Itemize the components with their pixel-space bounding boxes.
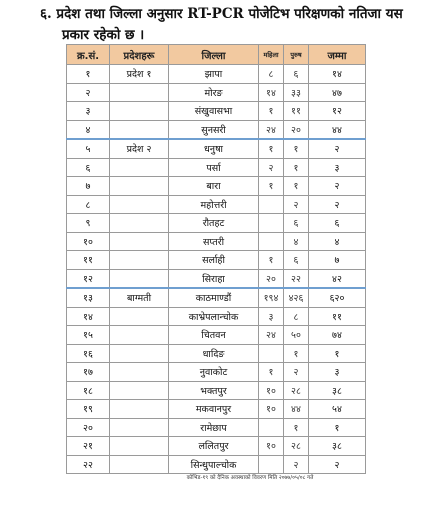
serial-cell: २२ — [67, 455, 110, 474]
table-row — [67, 177, 366, 196]
table-row — [67, 455, 366, 474]
total-cell: १२ — [309, 102, 366, 121]
total-cell: २ — [309, 195, 366, 214]
table-row — [67, 344, 366, 363]
district-cell: सप्तरी — [169, 232, 259, 251]
male-cell: ८ — [284, 307, 309, 326]
table-header-row — [67, 45, 366, 65]
district-cell: सिराहा — [169, 269, 259, 288]
female-cell — [259, 455, 284, 474]
male-cell: २ — [284, 363, 309, 382]
table-row — [67, 288, 366, 307]
table-row — [67, 418, 366, 437]
total-cell: ३ — [309, 158, 366, 177]
table-row — [67, 326, 366, 345]
table-row — [67, 232, 366, 251]
female-cell: १ — [259, 102, 284, 121]
serial-cell: ५ — [67, 139, 110, 158]
table-row — [67, 363, 366, 382]
header-province: प्रदेशहरू — [110, 45, 169, 65]
province-cell — [110, 177, 169, 196]
male-cell: २ — [284, 195, 309, 214]
table-row — [67, 437, 366, 456]
serial-cell: १७ — [67, 363, 110, 382]
total-cell: ७ — [309, 251, 366, 270]
total-cell: १ — [309, 418, 366, 437]
male-cell: ४ — [284, 232, 309, 251]
district-cell: रौतहट — [169, 214, 259, 233]
female-cell: १० — [259, 400, 284, 419]
serial-cell: १६ — [67, 344, 110, 363]
total-cell: ६ — [309, 214, 366, 233]
serial-cell: १५ — [67, 326, 110, 345]
male-cell: ६ — [284, 251, 309, 270]
serial-cell: १२ — [67, 269, 110, 288]
male-cell: ११ — [284, 102, 309, 121]
district-cell: काभ्रेपलान्चोक — [169, 307, 259, 326]
male-cell: १ — [284, 418, 309, 437]
female-cell: १९४ — [259, 288, 284, 307]
female-cell: १ — [259, 139, 284, 158]
district-cell: मोरङ — [169, 83, 259, 102]
province-cell: प्रदेश १ — [110, 65, 169, 84]
serial-cell: ४ — [67, 120, 110, 139]
heading-line-1: ६. प्रदेश तथा जिल्ला अनुसार RT-PCR पोजेटिभ परिक्षणको नतिजा यस — [40, 6, 403, 22]
table-row — [67, 381, 366, 400]
province-cell — [110, 307, 169, 326]
serial-cell: १३ — [67, 288, 110, 307]
district-cell: चितवन — [169, 326, 259, 345]
district-cell: मकवानपुर — [169, 400, 259, 419]
female-cell: १ — [259, 177, 284, 196]
serial-cell: २ — [67, 83, 110, 102]
header-male: पुरुष — [284, 45, 309, 65]
female-cell: ३ — [259, 307, 284, 326]
female-cell — [259, 195, 284, 214]
district-cell: धनुषा — [169, 139, 259, 158]
serial-cell: ३ — [67, 102, 110, 121]
serial-cell: ११ — [67, 251, 110, 270]
male-cell: २ — [284, 455, 309, 474]
province-cell — [110, 326, 169, 345]
table-row — [67, 139, 366, 158]
district-cell: धादिङ — [169, 344, 259, 363]
table-body — [67, 65, 366, 474]
header-district: जिल्ला — [169, 45, 259, 65]
male-cell: १ — [284, 158, 309, 177]
male-cell: ३३ — [284, 83, 309, 102]
table-row — [67, 214, 366, 233]
total-cell: २ — [309, 139, 366, 158]
female-cell — [259, 214, 284, 233]
serial-cell: २१ — [67, 437, 110, 456]
source-footnote: कोभिड-१९ को दैनिक अवस्थाको विवरण मिति २०७७/०५/०८ गते — [186, 475, 314, 481]
district-cell: पर्सा — [169, 158, 259, 177]
male-cell: २२ — [284, 269, 309, 288]
table-row — [67, 195, 366, 214]
female-cell: १४ — [259, 83, 284, 102]
total-cell: ३८ — [309, 437, 366, 456]
male-cell: २० — [284, 120, 309, 139]
table-row — [67, 400, 366, 419]
female-cell: १ — [259, 251, 284, 270]
female-cell — [259, 232, 284, 251]
table-row — [67, 269, 366, 288]
province-cell — [110, 400, 169, 419]
total-cell: ७४ — [309, 326, 366, 345]
district-cell: बारा — [169, 177, 259, 196]
male-cell: १ — [284, 344, 309, 363]
district-cell: नुवाकोट — [169, 363, 259, 382]
serial-cell: ७ — [67, 177, 110, 196]
male-cell: ४४ — [284, 400, 309, 419]
female-cell: २० — [259, 269, 284, 288]
total-cell: २ — [309, 177, 366, 196]
province-cell — [110, 83, 169, 102]
table-row — [67, 102, 366, 121]
table-row — [67, 158, 366, 177]
section-heading — [40, 4, 420, 46]
district-cell: सर्लाही — [169, 251, 259, 270]
serial-cell: ९ — [67, 214, 110, 233]
district-cell: महोत्तरी — [169, 195, 259, 214]
province-cell — [110, 344, 169, 363]
province-cell — [110, 120, 169, 139]
total-cell: ४४ — [309, 120, 366, 139]
female-cell: १० — [259, 437, 284, 456]
province-cell — [110, 232, 169, 251]
province-cell — [110, 363, 169, 382]
total-cell: ११ — [309, 307, 366, 326]
female-cell: १ — [259, 363, 284, 382]
province-cell — [110, 102, 169, 121]
header-serial: क्र.सं. — [67, 45, 110, 65]
district-cell: सुनसरी — [169, 120, 259, 139]
table-row — [67, 120, 366, 139]
header-total: जम्मा — [309, 45, 366, 65]
female-cell: २ — [259, 158, 284, 177]
province-cell — [110, 269, 169, 288]
serial-cell: १ — [67, 65, 110, 84]
serial-cell: १४ — [67, 307, 110, 326]
total-cell: १४ — [309, 65, 366, 84]
male-cell: ५० — [284, 326, 309, 345]
serial-cell: १९ — [67, 400, 110, 419]
total-cell: ६२० — [309, 288, 366, 307]
total-cell: १ — [309, 344, 366, 363]
table-row — [67, 251, 366, 270]
district-cell: सिन्धुपाल्चोक — [169, 455, 259, 474]
table-row — [67, 307, 366, 326]
total-cell: ४७ — [309, 83, 366, 102]
female-cell: ८ — [259, 65, 284, 84]
male-cell: ६ — [284, 214, 309, 233]
serial-cell: १० — [67, 232, 110, 251]
total-cell: ३ — [309, 363, 366, 382]
heading-line-2: प्रकार रहेको छ । — [62, 27, 145, 43]
serial-cell: ८ — [67, 195, 110, 214]
female-cell: १० — [259, 381, 284, 400]
female-cell — [259, 344, 284, 363]
total-cell: ४ — [309, 232, 366, 251]
female-cell: २४ — [259, 120, 284, 139]
province-cell — [110, 418, 169, 437]
province-cell — [110, 251, 169, 270]
female-cell — [259, 418, 284, 437]
province-cell: प्रदेश २ — [110, 139, 169, 158]
province-cell — [110, 437, 169, 456]
serial-cell: २० — [67, 418, 110, 437]
female-cell: २४ — [259, 326, 284, 345]
male-cell: ६ — [284, 65, 309, 84]
male-cell: २८ — [284, 381, 309, 400]
rt-pcr-results-table — [66, 44, 366, 474]
district-cell: भक्तपुर — [169, 381, 259, 400]
table-row — [67, 65, 366, 84]
serial-cell: ६ — [67, 158, 110, 177]
male-cell: २८ — [284, 437, 309, 456]
table-row — [67, 83, 366, 102]
total-cell: ५४ — [309, 400, 366, 419]
province-cell — [110, 195, 169, 214]
total-cell: ३८ — [309, 381, 366, 400]
province-cell — [110, 214, 169, 233]
province-cell — [110, 381, 169, 400]
district-cell: ललितपुर — [169, 437, 259, 456]
total-cell: ४२ — [309, 269, 366, 288]
total-cell: २ — [309, 455, 366, 474]
district-cell: काठमाण्डौं — [169, 288, 259, 307]
male-cell: ४२६ — [284, 288, 309, 307]
male-cell: १ — [284, 139, 309, 158]
serial-cell: १८ — [67, 381, 110, 400]
province-cell: बाग्मती — [110, 288, 169, 307]
province-cell — [110, 455, 169, 474]
province-cell — [110, 158, 169, 177]
district-cell: झापा — [169, 65, 259, 84]
district-cell: संखुवासभा — [169, 102, 259, 121]
district-cell: रामेछाप — [169, 418, 259, 437]
header-female: महिला — [259, 45, 284, 65]
male-cell: १ — [284, 177, 309, 196]
